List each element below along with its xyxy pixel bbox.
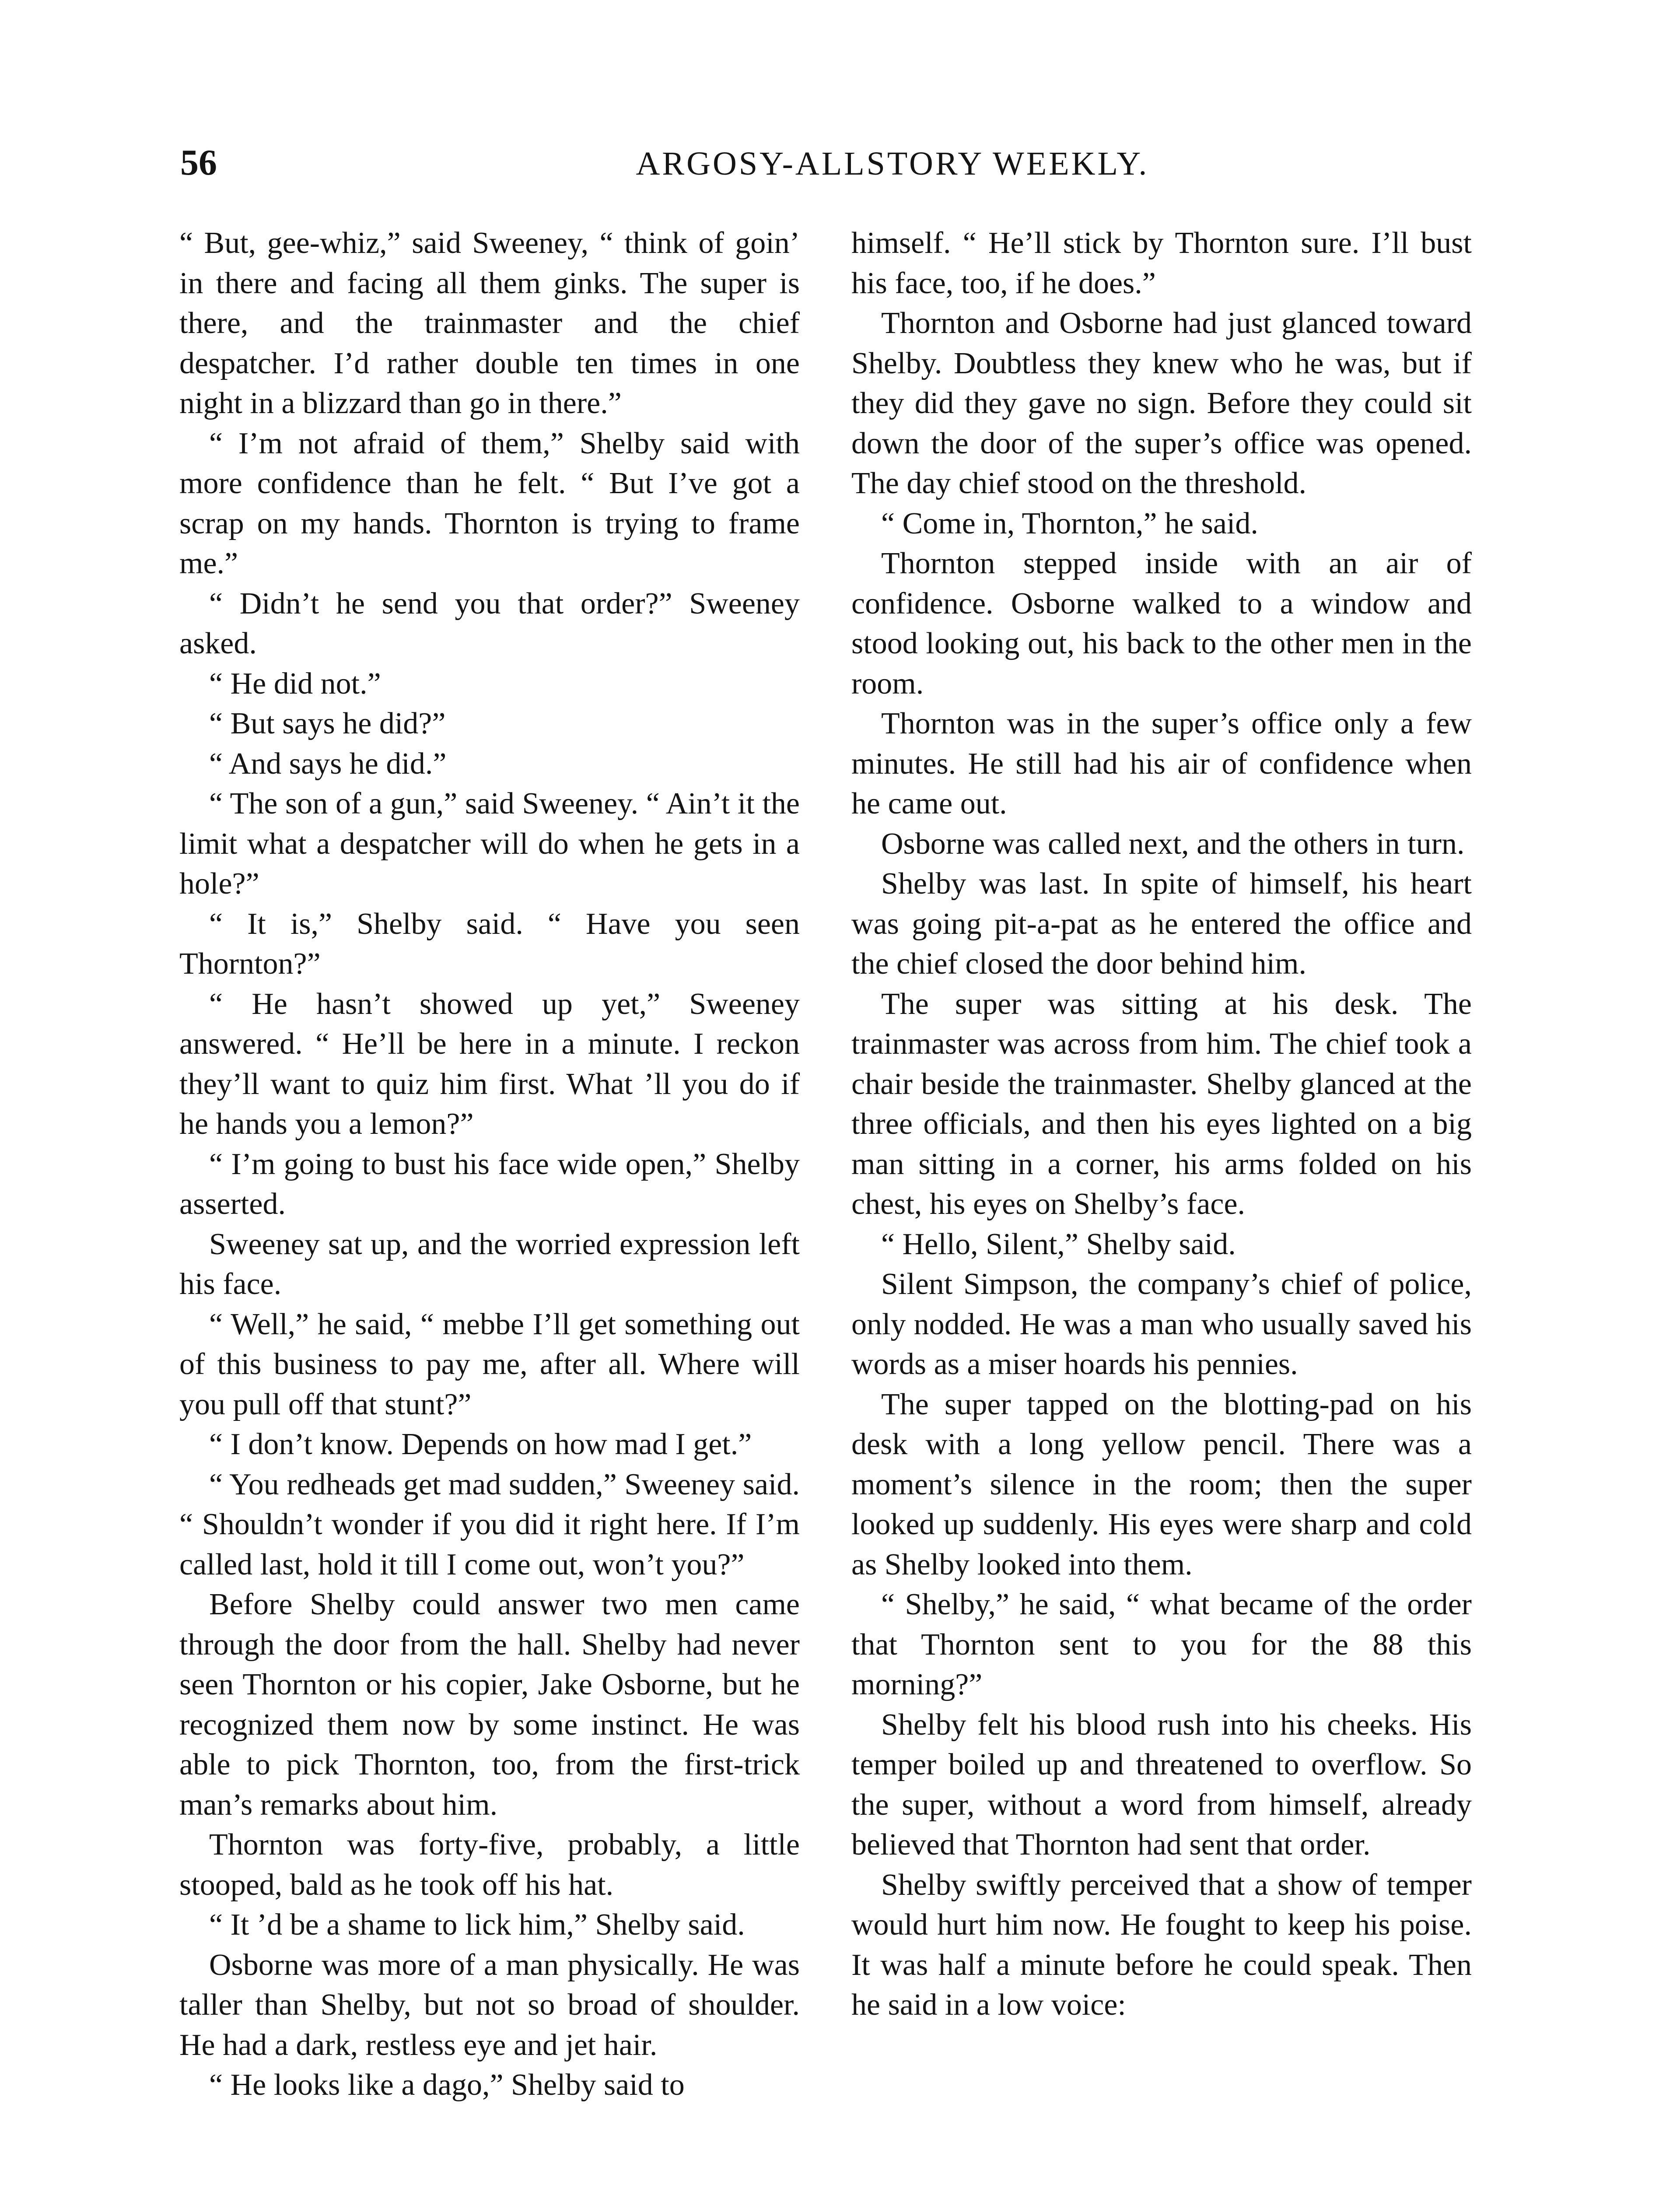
- paragraph: “ Come in, Thornton,” he said.: [881, 506, 1258, 540]
- text-column-left: [179, 223, 800, 2105]
- paragraph: Thornton and Osborne had just glanced toward Shelby. Doubtless they knew who he was, but if they did they gave no sign. Before they could sit down the door of the super’s office was opened. The day chief stood on the threshold.: [851, 306, 1472, 500]
- paragraph: Shelby swiftly perceived that a show of temper would hurt him now. He fought to keep his poise. It was half a minute before he could speak. Then he said in a low voice:: [851, 1868, 1472, 2022]
- paragraph: “ He hasn’t showed up yet,” Sweeney answered. “ He’ll be here in a minute. I reckon they’ll want to quiz him first. What ’ll you do if he hands you a lemon?”: [179, 987, 800, 1141]
- paragraph: “ He did not.”: [209, 666, 381, 701]
- paragraph: Osborne was called next, and the others in turn.: [881, 827, 1465, 861]
- paragraph: Before Shelby could answer two men came through the door from the hall. Shelby had never seen Thornton or his copier, Jake Osborne, but he recognized them now by some instinct. He was able to pick Thornton, too, from the first-trick man’s remarks about him.: [179, 1588, 800, 1822]
- paragraph: The super was sitting at his desk. The trainmaster was across from him. The chief took a chair beside the trainmaster. Shelby glanced at the three officials, and then his eyes lighted on a big man sitting in a corner, his arms folded on his chest, his eyes on Shelby’s face.: [851, 987, 1472, 1221]
- paragraph: “ He looks like a dago,” Shelby said to: [209, 2068, 685, 2102]
- text-column-right: [851, 223, 1472, 2025]
- paragraph: “ Shelby,” he said, “ what became of the order that Thornton sent to you for the 88 this morning?”: [851, 1588, 1472, 1701]
- paragraph: Thornton was forty-five, probably, a little stooped, bald as he took off his hat.: [179, 1828, 800, 1902]
- paragraph: Shelby was last. In spite of himself, his heart was going pit-a-pat as he entered the office and the chief closed the door behind him.: [851, 867, 1472, 981]
- paragraph: “ The son of a gun,” said Sweeney. “ Ain’t it the limit what a despatcher will do when he gets in a hole?”: [179, 787, 800, 901]
- paragraph: “ And says he did.”: [209, 747, 447, 781]
- paragraph: “ I’m going to bust his face wide open,” Shelby asserted.: [179, 1147, 800, 1221]
- paragraph: “ But says he did?”: [209, 707, 446, 740]
- paragraph: “ I don’t know. Depends on how mad I get.”: [209, 1427, 752, 1461]
- paragraph: “ But, gee-whiz,” said Sweeney, “ think of goin’ in there and facing all them ginks. The super is there, and the trainmaster and the chief despatcher. I’d rather double ten times in one night in a blizzard than go in there.”: [179, 226, 800, 420]
- paragraph: “ It ’d be a shame to lick him,” Shelby said.: [209, 1908, 745, 1942]
- paragraph: “ Hello, Silent,” Shelby said.: [881, 1227, 1236, 1261]
- paragraph: Thornton stepped inside with an air of confidence. Osborne walked to a window and stood looking out, his back to the other men in the room.: [851, 547, 1472, 701]
- paragraph: “ I’m not afraid of them,” Shelby said with more confidence than he felt. “ But I’ve got a scrap on my hands. Thornton is trying to frame me.”: [179, 426, 800, 580]
- paragraph: Silent Simpson, the company’s chief of police, only nodded. He was a man who usually saved his words as a miser hoards his pennies.: [851, 1267, 1472, 1381]
- paragraph: Thornton was in the super’s office only a few minutes. He still had his air of confidence when he came out.: [851, 707, 1472, 820]
- paragraph: Osborne was more of a man physically. He was taller than Shelby, but not so broad of shoulder. He had a dark, restless eye and jet hair.: [179, 1948, 800, 2062]
- paragraph: “ Didn’t he send you that order?” Sweeney asked.: [179, 586, 800, 660]
- paragraph: The super tapped on the blotting-pad on his desk with a long yellow pencil. There was a moment’s silence in the room; then the super looked up suddenly. His eyes were sharp and cold as Shelby looked into them.: [851, 1387, 1472, 1581]
- paragraph: “ It is,” Shelby said. “ Have you seen Thornton?”: [179, 907, 800, 981]
- paragraph: himself. “ He’ll stick by Thornton sure. I’ll bust his face, too, if he does.”: [851, 226, 1472, 300]
- paragraph: “ You redheads get mad sudden,” Sweeney said. “ Shouldn’t wonder if you did it right here. If I’m called last, hold it till I come out, won’t you?”: [179, 1467, 800, 1581]
- running-head: ARGOSY-ALLSTORY WEEKLY.: [636, 145, 1149, 182]
- page-number: 56: [180, 142, 217, 183]
- paragraph: Sweeney sat up, and the worried expression left his face.: [179, 1227, 800, 1301]
- paragraph: “ Well,” he said, “ mebbe I’ll get something out of this business to pay me, after all. Where will you pull off that stunt?”: [179, 1307, 800, 1421]
- paragraph: Shelby felt his blood rush into his cheeks. His temper boiled up and threatened to overflow. So the super, without a word from himself, already believed that Thornton had sent that order.: [851, 1708, 1472, 1862]
